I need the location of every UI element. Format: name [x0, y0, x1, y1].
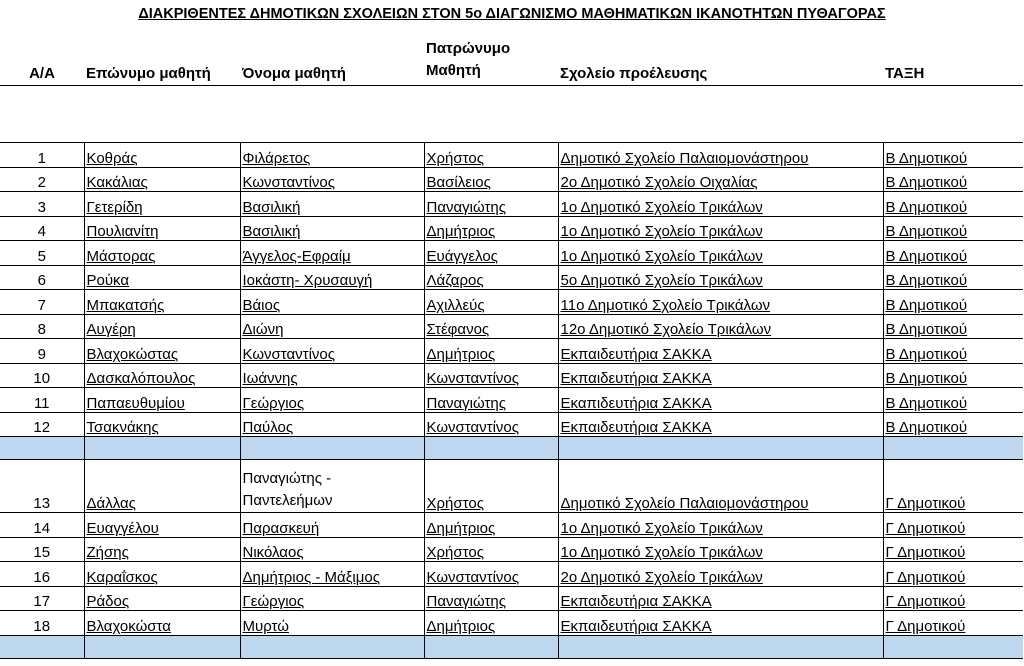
cell-name: Γεώργιος [240, 388, 424, 413]
table-row [0, 586, 1023, 611]
cell-grade: Γ Δημοτικού [883, 562, 1023, 587]
separator-cell [0, 635, 84, 658]
cell-aa: 8 [0, 314, 84, 339]
cell-aa: 4 [0, 216, 84, 241]
cell-name [240, 460, 424, 513]
cell-surname: Δασκαλόπουλος [84, 363, 240, 388]
cell-aa: 5 [0, 241, 84, 266]
cell-aa: 1 [0, 143, 84, 168]
cell-surname: Μάστορας [84, 241, 240, 266]
cell-name-line1: Παναγιώτης - [242, 470, 332, 487]
cell-grade: Β Δημοτικού [883, 388, 1023, 413]
cell-grade: Β Δημοτικού [883, 265, 1023, 290]
cell-father: Δημήτριος [424, 513, 558, 538]
cell-school: Δημοτικό Σχολείο Παλαιομονάστηρου [558, 143, 883, 168]
cell-father: Δημήτριος [424, 611, 558, 636]
cell-name: Παύλος [240, 412, 424, 437]
separator-cell [558, 635, 883, 658]
cell-father: Βασίλειος [424, 167, 558, 192]
cell-name: Άγγελος-Εφραίμ [240, 241, 424, 266]
table-row [0, 611, 1023, 636]
cell-surname: Βλαχοκώστα [84, 611, 240, 636]
cell-grade: Γ Δημοτικού [883, 513, 1023, 538]
header-aa: Α/Α [0, 26, 84, 86]
cell-school: Εκπαιδευτήρια ΣΑΚΚΑ [558, 611, 883, 636]
cell-father: Χρήστος [424, 460, 558, 513]
cell-aa: 15 [0, 537, 84, 562]
table-row [0, 216, 1023, 241]
cell-name: Βάιος [240, 290, 424, 315]
separator-cell [424, 437, 558, 460]
table-row [0, 314, 1023, 339]
cell-father: Παναγιώτης [424, 586, 558, 611]
cell-father: Αχιλλεύς [424, 290, 558, 315]
cell-aa: 13 [0, 460, 84, 513]
separator-cell [84, 437, 240, 460]
header-grade: ΤΑΞΗ [883, 26, 1023, 86]
separator-cell [883, 635, 1023, 658]
cell-aa: 14 [0, 513, 84, 538]
cell-grade: Β Δημοτικού [883, 167, 1023, 192]
cell-surname: Γετερίδη [84, 192, 240, 217]
cell-school: 1ο Δημοτικό Σχολείο Τρικάλων [558, 537, 883, 562]
table-row [0, 265, 1023, 290]
header-father: Πατρώνυμο Μαθητή [424, 26, 558, 86]
cell-surname: Αυγέρη [84, 314, 240, 339]
cell-grade: Β Δημοτικού [883, 314, 1023, 339]
cell-school: Εκπαιδευτήρια ΣΑΚΚΑ [558, 363, 883, 388]
cell-aa: 6 [0, 265, 84, 290]
cell-surname: Κακάλιας [84, 167, 240, 192]
cell-grade: Γ Δημοτικού [883, 611, 1023, 636]
separator-cell [883, 437, 1023, 460]
header-school: Σχολείο προέλευσης [558, 26, 883, 86]
cell-name: Κωνσταντίνος [240, 339, 424, 364]
cell-school: 2ο Δημοτικό Σχολείο Τρικάλων [558, 562, 883, 587]
cell-surname: Παπαευθυμίου [84, 388, 240, 413]
sheet-title: ΔΙΑΚΡΙΘΕΝΤΕΣ ΔΗΜΟΤΙΚΩΝ ΣΧΟΛΕΙΩΝ ΣΤΟΝ 5ο ΔΙΑΓΩΝΙΣΜΟ ΜΑΘΗΜΑΤΙΚΩΝ ΙΚΑΝΟΤΗΤΩΝ ΠΥΘΑΓΟΡΑΣ [138, 6, 886, 22]
spacer-row [0, 86, 1023, 143]
separator-cell [84, 635, 240, 658]
cell-school: Εκαπιδευτήρια ΣΑΚΚΑ [558, 388, 883, 413]
cell-grade: Β Δημοτικού [883, 241, 1023, 266]
table-row [0, 388, 1023, 413]
header-surname: Επώνυμο μαθητή [84, 26, 240, 86]
cell-father: Στέφανος [424, 314, 558, 339]
cell-surname: Κοθράς [84, 143, 240, 168]
table-row [0, 363, 1023, 388]
cell-name: Φιλάρετος [240, 143, 424, 168]
cell-name: Διώνη [240, 314, 424, 339]
cell-father: Δημήτριος [424, 339, 558, 364]
table-row [0, 460, 1023, 513]
cell-name: Μυρτώ [240, 611, 424, 636]
cell-aa: 12 [0, 412, 84, 437]
separator-cell [240, 635, 424, 658]
separator-cell [240, 437, 424, 460]
cell-name: Βασιλική [240, 192, 424, 217]
cell-aa: 17 [0, 586, 84, 611]
table-row [0, 167, 1023, 192]
cell-school: 1ο Δημοτικό Σχολείο Τρικάλων [558, 192, 883, 217]
header-name: Όνομα μαθητή [240, 26, 424, 86]
separator-row [0, 437, 1023, 460]
cell-name: Βασιλική [240, 216, 424, 241]
cell-father: Παναγιώτης [424, 388, 558, 413]
cell-surname: Τσακνάκης [84, 412, 240, 437]
cell-grade: Β Δημοτικού [883, 290, 1023, 315]
cell-grade: Β Δημοτικού [883, 412, 1023, 437]
separator-cell [424, 635, 558, 658]
cell-surname: Ευαγγέλου [84, 513, 240, 538]
cell-name: Γεώργιος [240, 586, 424, 611]
cell-father: Δημήτριος [424, 216, 558, 241]
cell-aa: 7 [0, 290, 84, 315]
cell-father: Κωνσταντίνος [424, 412, 558, 437]
cell-surname: Ζήσης [84, 537, 240, 562]
cell-school: Εκπαιδευτήρια ΣΑΚΚΑ [558, 339, 883, 364]
cell-name-line2: Παντελεήμων [242, 492, 333, 509]
cell-aa: 16 [0, 562, 84, 587]
cell-surname: Βλαχοκώστας [84, 339, 240, 364]
cell-school: Εκπαιδευτήρια ΣΑΚΚΑ [558, 412, 883, 437]
cell-aa: 11 [0, 388, 84, 413]
cell-aa: 9 [0, 339, 84, 364]
cell-school: 2ο Δημοτικό Σχολείο Οιχαλίας [558, 167, 883, 192]
cell-school: Εκπαιδευτήρια ΣΑΚΚΑ [558, 586, 883, 611]
cell-grade: Β Δημοτικού [883, 339, 1023, 364]
cell-grade: Β Δημοτικού [883, 216, 1023, 241]
cell-surname: Πουλιανίτη [84, 216, 240, 241]
cell-school: 11ο Δημοτικό Σχολείο Τρικάλων [558, 290, 883, 315]
table-row [0, 290, 1023, 315]
cell-school: Δημοτικό Σχολείο Παλαιομονάστηρου [558, 460, 883, 513]
cell-aa: 18 [0, 611, 84, 636]
cell-grade: Γ Δημοτικού [883, 537, 1023, 562]
cell-school: 1ο Δημοτικό Σχολείο Τρικάλων [558, 216, 883, 241]
students-table [0, 26, 1023, 659]
cell-father: Λάζαρος [424, 265, 558, 290]
cell-name: Ιοκάστη- Χρυσαυγή [240, 265, 424, 290]
cell-grade: Β Δημοτικού [883, 192, 1023, 217]
cell-father: Κωνσταντίνος [424, 363, 558, 388]
cell-surname: Ράδος [84, 586, 240, 611]
table-row [0, 241, 1023, 266]
cell-school: 5ο Δημοτικό Σχολείο Τρικάλων [558, 265, 883, 290]
table-body [0, 26, 1023, 658]
table-row [0, 513, 1023, 538]
cell-father: Χρήστος [424, 537, 558, 562]
cell-father: Παναγιώτης [424, 192, 558, 217]
cell-name: Ιωάννης [240, 363, 424, 388]
cell-grade: Γ Δημοτικού [883, 586, 1023, 611]
cell-grade: Β Δημοτικού [883, 143, 1023, 168]
table-row [0, 562, 1023, 587]
table-row [0, 192, 1023, 217]
cell-school: 12ο Δημοτικό Σχολείο Τρικάλων [558, 314, 883, 339]
header-row [0, 26, 1023, 86]
cell-school: 1ο Δημοτικό Σχολείο Τρικάλων [558, 513, 883, 538]
separator-row [0, 635, 1023, 658]
cell-grade: Β Δημοτικού [883, 363, 1023, 388]
cell-aa: 2 [0, 167, 84, 192]
cell-aa: 10 [0, 363, 84, 388]
cell-name: Νικόλαος [240, 537, 424, 562]
cell-name: Δημήτριος - Μάξιμος [240, 562, 424, 587]
table-row [0, 339, 1023, 364]
cell-father: Κωνσταντίνος [424, 562, 558, 587]
table-row [0, 412, 1023, 437]
cell-surname: Μπακατσής [84, 290, 240, 315]
cell-grade: Γ Δημοτικού [883, 460, 1023, 513]
cell-surname: Καραΐσκος [84, 562, 240, 587]
cell-name: Κωνσταντίνος [240, 167, 424, 192]
table-row [0, 537, 1023, 562]
cell-surname: Δάλλας [84, 460, 240, 513]
table-row [0, 143, 1023, 168]
cell-father: Χρήστος [424, 143, 558, 168]
separator-cell [0, 437, 84, 460]
cell-name: Παρασκευή [240, 513, 424, 538]
separator-cell [558, 437, 883, 460]
cell-surname: Ρούκα [84, 265, 240, 290]
cell-aa: 3 [0, 192, 84, 217]
cell-school: 1ο Δημοτικό Σχολείο Τρικάλων [558, 241, 883, 266]
cell-father: Ευάγγελος [424, 241, 558, 266]
